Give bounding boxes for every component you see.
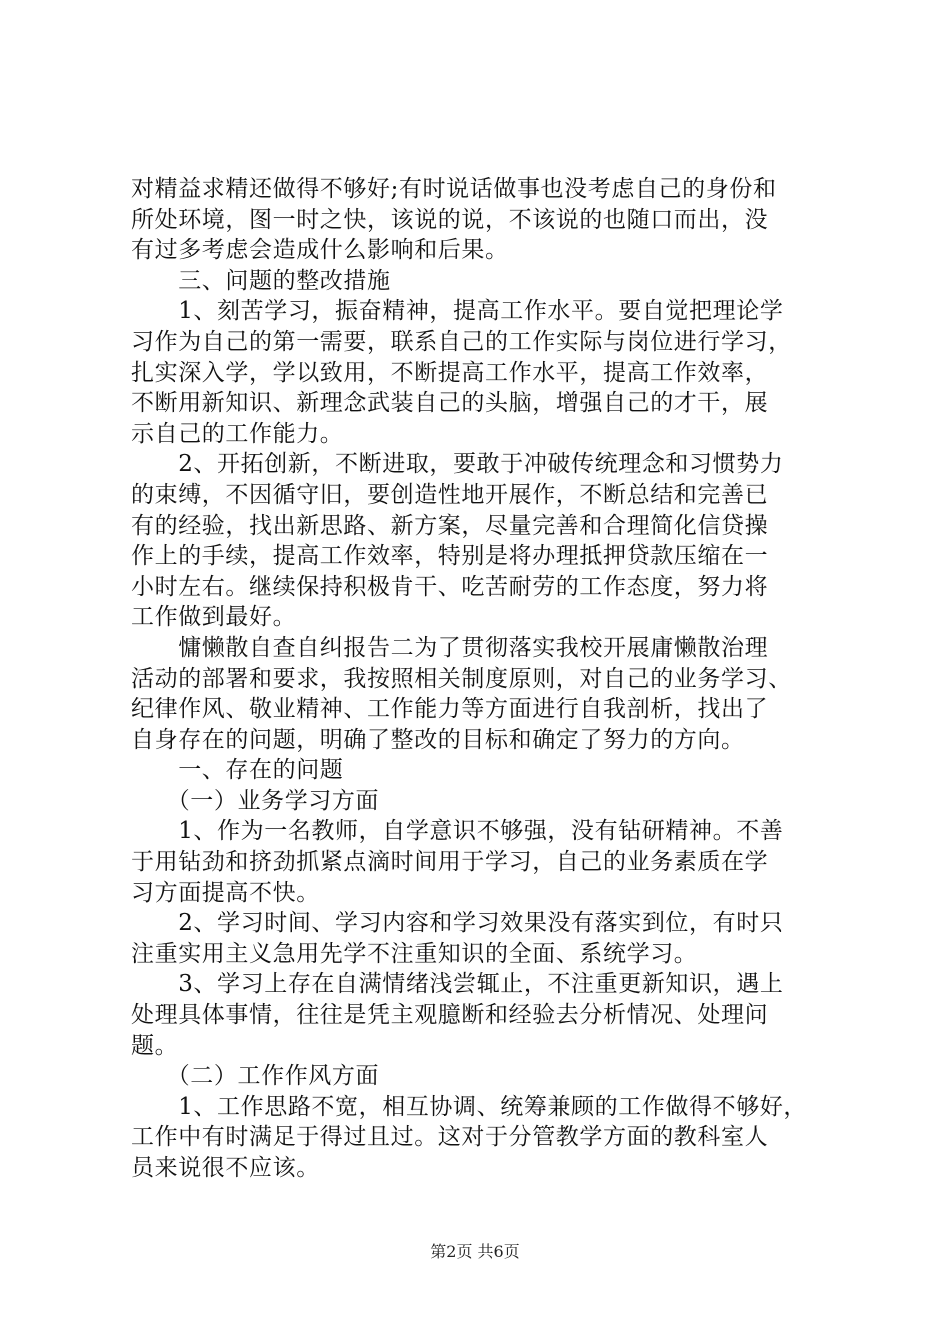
text-line: 慵懒散自查自纠报告二为了贯彻落实我校开展庸懒散治理: [131, 634, 769, 661]
text-line: 的束缚，不因循守旧，要创造性地开展作，不断总结和完善已: [131, 481, 769, 508]
text-line: 所处环境，图一时之快，该说的说，不该说的也随口而出，没: [131, 206, 769, 233]
text-line: 员来说很不应该。: [131, 1155, 320, 1181]
text-line: 示自己的工作能力。: [131, 420, 344, 447]
text-line: 不断用新知识、新理念武装自己的头脑，增强自己的才干，展: [131, 390, 769, 417]
text-line: 1、工作思路不宽，相互协调、统筹兼顾的工作做得不够好，: [131, 1093, 808, 1120]
page-number-footer: 第2页 共6页: [430, 1242, 520, 1261]
text-line: 1、作为一名教师，自学意识不够强，没有钻研精神。不善: [131, 818, 784, 845]
text-line: 工作中有时满足于得过且过。这对于分管教学方面的教科室人: [131, 1124, 769, 1151]
text-line: 纪律作风、敬业精神、工作能力等方面进行自我剖析，找出了: [131, 696, 769, 723]
document-body: [131, 174, 847, 1184]
text-line: 扎实深入学，学以致用，不断提高工作水平，提高工作效率，: [131, 359, 769, 386]
text-line: 有过多考虑会造成什么影响和后果。: [131, 237, 509, 264]
text-line: 自身存在的问题，明确了整改的目标和确定了努力的方向。: [131, 726, 745, 753]
subsection-heading: （一）业务学习方面: [131, 787, 380, 814]
text-line: 作上的手续，提高工作效率，特别是将办理抵押贷款压缩在一: [131, 543, 769, 570]
section-heading: 一、存在的问题: [131, 757, 344, 784]
text-line: 工作做到最好。: [131, 604, 297, 631]
text-line: 2、学习时间、学习内容和学习效果没有落实到位，有时只: [131, 910, 784, 937]
text-line: 活动的部署和要求，我按照相关制度原则，对自己的业务学习、: [131, 665, 792, 692]
subsection-heading: （二）工作作风方面: [131, 1063, 380, 1090]
text-line: 题。: [131, 1032, 179, 1059]
text-line: 对精益求精还做得不够好;有时说话做事也没考虑自己的身份和: [131, 176, 777, 202]
text-line: 注重实用主义急用先学不注重知识的全面、系统学习。: [131, 940, 698, 967]
text-line: 2、开拓创新，不断进取，要敢于冲破传统理念和习惯势力: [131, 451, 784, 478]
text-line: 1、刻苦学习，振奋精神，提高工作水平。要自觉把理论学: [131, 298, 784, 325]
text-line: 小时左右。继续保持积极肯干、吃苦耐劳的工作态度，努力将: [131, 573, 769, 600]
text-line: 3、学习上存在自满情绪浅尝辄止，不注重更新知识，遇上: [131, 971, 784, 998]
section-heading: 三、问题的整改措施: [131, 267, 391, 294]
text-line: 习方面提高不快。: [131, 879, 320, 906]
text-line: 于用钻劲和挤劲抓紧点滴时间用于学习，自己的业务素质在学: [131, 849, 769, 876]
text-line: 习作为自己的第一需要，联系自己的工作实际与岗位进行学习，: [131, 328, 792, 355]
text-line: 有的经验，找出新思路、新方案，尽量完善和合理简化信贷操: [131, 512, 769, 539]
text-line: 处理具体事情，往往是凭主观臆断和经验去分析情况、处理问: [131, 1002, 769, 1029]
